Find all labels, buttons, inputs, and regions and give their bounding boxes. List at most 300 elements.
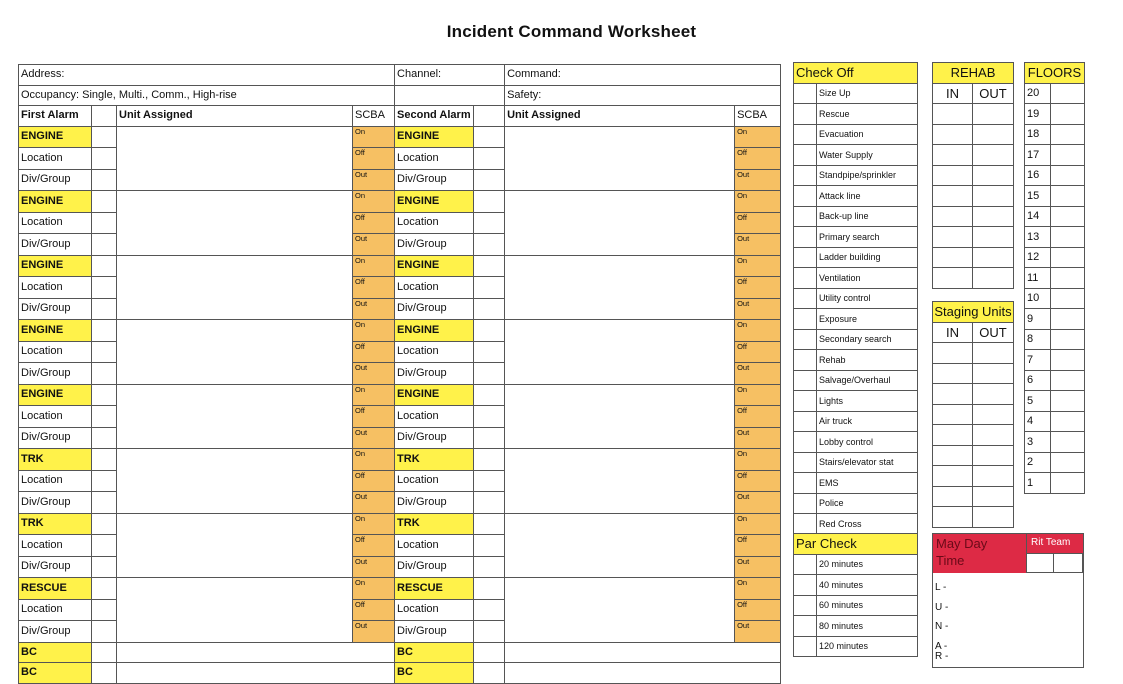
unit-number-cell[interactable] xyxy=(92,621,117,643)
unit-number-cell-2[interactable] xyxy=(474,255,505,277)
scba-on-cell-2[interactable]: On xyxy=(735,320,781,342)
unit-row xyxy=(19,191,781,213)
floor-number: 5 xyxy=(1025,391,1051,412)
bc-label-2: BC xyxy=(395,663,474,684)
check-off-item: Salvage/Overhaul xyxy=(817,370,918,391)
bc-number-cell-2[interactable] xyxy=(474,663,505,684)
floor-cell[interactable] xyxy=(1051,247,1085,268)
unit-assigned-cell[interactable] xyxy=(117,578,353,643)
check-box[interactable] xyxy=(794,247,817,268)
scba-on-cell-2[interactable]: On xyxy=(735,513,781,535)
unit-number-cell-2[interactable] xyxy=(474,427,505,449)
scba-on-cell-2[interactable]: On xyxy=(735,126,781,148)
par-check-title: Par Check xyxy=(794,534,918,555)
command-field[interactable]: Command: xyxy=(505,65,781,86)
floor-number: 18 xyxy=(1025,124,1051,145)
scba-off-cell[interactable]: Off xyxy=(353,148,395,170)
location-label: Location xyxy=(19,212,92,234)
scba-off-cell[interactable]: Off xyxy=(353,341,395,363)
check-off-item: Lights xyxy=(817,391,918,412)
check-box[interactable] xyxy=(794,124,817,145)
scba-on-cell[interactable]: On xyxy=(353,255,395,277)
unit-number-cell[interactable] xyxy=(92,513,117,535)
scba-out-cell[interactable]: Out xyxy=(353,298,395,320)
par-check-box[interactable] xyxy=(794,616,817,637)
scba-out-cell-2[interactable]: Out xyxy=(735,621,781,643)
unit-number-cell-2[interactable] xyxy=(474,406,505,428)
unit-number-cell-2[interactable] xyxy=(474,341,505,363)
unit-number-cell[interactable] xyxy=(92,556,117,578)
check-box[interactable] xyxy=(794,350,817,371)
floor-number: 16 xyxy=(1025,165,1051,186)
check-off-item: Standpipe/sprinkler xyxy=(817,165,918,186)
bc-assigned-cell-2[interactable] xyxy=(505,663,781,684)
scba-out-cell[interactable]: Out xyxy=(353,556,395,578)
unit-number-cell[interactable] xyxy=(92,234,117,256)
check-box[interactable] xyxy=(794,309,817,330)
scba-header: SCBA xyxy=(353,106,395,127)
staging-out-cell[interactable] xyxy=(973,363,1014,384)
scba-out-cell-2[interactable]: Out xyxy=(735,234,781,256)
scba-off-cell-2[interactable]: Off xyxy=(735,212,781,234)
check-box[interactable] xyxy=(794,432,817,453)
unit-type-label: ENGINE xyxy=(19,320,92,342)
scba-out-cell[interactable]: Out xyxy=(353,234,395,256)
unit-number-cell[interactable] xyxy=(92,212,117,234)
scba-out-cell[interactable]: Out xyxy=(353,492,395,514)
unit-assigned-cell-2[interactable] xyxy=(505,513,735,578)
floor-number: 13 xyxy=(1025,227,1051,248)
unit-number-cell[interactable] xyxy=(92,599,117,621)
staging-out-cell[interactable] xyxy=(973,507,1014,528)
staging-in-cell[interactable] xyxy=(933,384,973,405)
rit-cell-1[interactable] xyxy=(1026,553,1054,573)
floor-cell[interactable] xyxy=(1051,186,1085,207)
unit-row xyxy=(19,126,781,148)
floor-cell[interactable] xyxy=(1051,83,1085,104)
location-label-2: Location xyxy=(395,535,474,557)
par-check-item: 60 minutes xyxy=(817,595,918,616)
rehab-out-cell[interactable] xyxy=(973,145,1014,166)
rehab-in-cell[interactable] xyxy=(933,145,973,166)
check-box[interactable] xyxy=(794,493,817,514)
scba-on-cell[interactable]: On xyxy=(353,126,395,148)
address-field[interactable]: Address: xyxy=(19,65,395,86)
unit-assigned-cell[interactable] xyxy=(117,320,353,385)
unit-assigned-cell-2[interactable] xyxy=(505,320,735,385)
scba-out-cell-2[interactable]: Out xyxy=(735,492,781,514)
unit-number-cell[interactable] xyxy=(92,148,117,170)
unit-type-label-2: ENGINE xyxy=(395,255,474,277)
bc-number-cell[interactable] xyxy=(92,642,117,663)
scba-off-cell-2[interactable]: Off xyxy=(735,148,781,170)
channel-field[interactable]: Channel: xyxy=(395,65,505,86)
unit-number-cell[interactable] xyxy=(92,535,117,557)
unit-type-label-2: RESCUE xyxy=(395,578,474,600)
unit-type-label: TRK xyxy=(19,449,92,471)
rehab-in-cell[interactable] xyxy=(933,227,973,248)
luna-line: U - xyxy=(935,601,949,613)
scba-off-cell-2[interactable]: Off xyxy=(735,470,781,492)
check-off-item: Rescue xyxy=(817,104,918,125)
scba-header-2: SCBA xyxy=(735,106,781,127)
rehab-out-cell[interactable] xyxy=(973,124,1014,145)
par-check-item: 80 minutes xyxy=(817,616,918,637)
check-box[interactable] xyxy=(794,329,817,350)
scba-off-cell-2[interactable]: Off xyxy=(735,599,781,621)
unit-type-label: ENGINE xyxy=(19,384,92,406)
unit-number-cell[interactable] xyxy=(92,406,117,428)
check-off-item: Evacuation xyxy=(817,124,918,145)
div-group-label-2: Div/Group xyxy=(395,492,474,514)
bc-label: BC xyxy=(19,663,92,684)
scba-on-cell-2[interactable]: On xyxy=(735,449,781,471)
luna-line: L - xyxy=(935,582,947,593)
unit-number-cell-2[interactable] xyxy=(474,363,505,385)
unit-number-cell[interactable] xyxy=(92,298,117,320)
unit-type-label-2: ENGINE xyxy=(395,191,474,213)
scba-off-cell-2[interactable]: Off xyxy=(735,535,781,557)
mayday-title: May Day xyxy=(936,536,988,551)
luna-line: N - xyxy=(935,621,949,632)
par-check-table xyxy=(793,533,918,657)
scba-out-cell-2[interactable]: Out xyxy=(735,298,781,320)
floor-number: 3 xyxy=(1025,432,1051,453)
unit-number-cell-2[interactable] xyxy=(474,126,505,148)
floor-number: 12 xyxy=(1025,247,1051,268)
scba-off-cell-2[interactable]: Off xyxy=(735,406,781,428)
par-check-box[interactable] xyxy=(794,554,817,575)
scba-on-cell[interactable]: On xyxy=(353,513,395,535)
div-group-label-2: Div/Group xyxy=(395,621,474,643)
staging-out-cell[interactable] xyxy=(973,445,1014,466)
check-off-item: Utility control xyxy=(817,288,918,309)
scba-on-cell[interactable]: On xyxy=(353,320,395,342)
unit-number-cell-2[interactable] xyxy=(474,492,505,514)
par-check-box[interactable] xyxy=(794,575,817,596)
scba-on-cell-2[interactable]: On xyxy=(735,578,781,600)
floor-cell[interactable] xyxy=(1051,391,1085,412)
scba-off-cell[interactable]: Off xyxy=(353,535,395,557)
staging-in-cell[interactable] xyxy=(933,466,973,487)
unit-assigned-cell[interactable] xyxy=(117,449,353,514)
unit-number-cell[interactable] xyxy=(92,427,117,449)
scba-on-cell-2[interactable]: On xyxy=(735,255,781,277)
scba-out-cell-2[interactable]: Out xyxy=(735,556,781,578)
unit-number-cell-2[interactable] xyxy=(474,513,505,535)
unit-row xyxy=(19,320,781,342)
staging-out-cell[interactable] xyxy=(973,343,1014,364)
floor-number: 7 xyxy=(1025,350,1051,371)
occupancy-field[interactable]: Occupancy: Single, Multi., Comm., High-rise xyxy=(19,85,395,106)
unit-number-cell-2[interactable] xyxy=(474,621,505,643)
check-box[interactable] xyxy=(794,370,817,391)
floor-number: 4 xyxy=(1025,411,1051,432)
bc-assigned-cell[interactable] xyxy=(117,642,395,663)
staging-in-cell[interactable] xyxy=(933,445,973,466)
unit-number-cell-2[interactable] xyxy=(474,148,505,170)
div-group-label-2: Div/Group xyxy=(395,427,474,449)
rehab-in-cell[interactable] xyxy=(933,268,973,289)
unit-type-label-2: TRK xyxy=(395,513,474,535)
mayday-box xyxy=(932,533,1084,668)
unit-number-cell-2[interactable] xyxy=(474,535,505,557)
bc-number-cell-2[interactable] xyxy=(474,642,505,663)
unit-assigned-cell-2[interactable] xyxy=(505,191,735,256)
bc-assigned-cell[interactable] xyxy=(117,663,395,684)
par-check-item: 20 minutes xyxy=(817,554,918,575)
scba-on-cell[interactable]: On xyxy=(353,191,395,213)
check-box[interactable] xyxy=(794,165,817,186)
scba-out-cell-2[interactable]: Out xyxy=(735,427,781,449)
unit-row xyxy=(19,513,781,535)
div-group-label: Div/Group xyxy=(19,492,92,514)
staging-title: Staging Units xyxy=(933,302,1014,323)
rehab-out-cell[interactable] xyxy=(973,227,1014,248)
unit-number-cell[interactable] xyxy=(92,449,117,471)
staging-in-cell[interactable] xyxy=(933,425,973,446)
div-group-label: Div/Group xyxy=(19,363,92,385)
rehab-in-cell[interactable] xyxy=(933,206,973,227)
rehab-out-cell[interactable] xyxy=(973,104,1014,125)
scba-off-cell[interactable]: Off xyxy=(353,599,395,621)
div-group-label: Div/Group xyxy=(19,234,92,256)
unit-number-cell-2[interactable] xyxy=(474,298,505,320)
check-box[interactable] xyxy=(794,452,817,473)
rehab-table xyxy=(932,62,1014,289)
div-group-label: Div/Group xyxy=(19,298,92,320)
par-check-box[interactable] xyxy=(794,636,817,657)
luna-list xyxy=(935,578,948,663)
luna-line: R - xyxy=(935,651,949,662)
unit-assigned-cell-2[interactable] xyxy=(505,255,735,320)
floor-number: 6 xyxy=(1025,370,1051,391)
scba-off-cell[interactable]: Off xyxy=(353,277,395,299)
unit-assigned-cell-2[interactable] xyxy=(505,126,735,191)
floor-cell[interactable] xyxy=(1051,165,1085,186)
safety-field[interactable]: Safety: xyxy=(505,85,781,106)
floor-number: 2 xyxy=(1025,452,1051,473)
floor-cell[interactable] xyxy=(1051,124,1085,145)
check-box[interactable] xyxy=(794,514,817,535)
unit-assigned-cell-2[interactable] xyxy=(505,384,735,449)
unit-type-label-2: TRK xyxy=(395,449,474,471)
floor-cell[interactable] xyxy=(1051,145,1085,166)
floor-cell[interactable] xyxy=(1051,432,1085,453)
floor-cell[interactable] xyxy=(1051,370,1085,391)
scba-off-cell[interactable]: Off xyxy=(353,406,395,428)
check-off-item: Ventilation xyxy=(817,268,918,289)
unit-number-cell-2[interactable] xyxy=(474,320,505,342)
location-label: Location xyxy=(19,341,92,363)
unit-number-cell-2[interactable] xyxy=(474,234,505,256)
mayday-header xyxy=(933,534,1026,573)
check-off-item: Water Supply xyxy=(817,145,918,166)
rehab-in-cell[interactable] xyxy=(933,104,973,125)
floors-table xyxy=(1024,62,1085,494)
rehab-out-cell[interactable] xyxy=(973,247,1014,268)
check-box[interactable] xyxy=(794,411,817,432)
unit-number-cell[interactable] xyxy=(92,126,117,148)
floor-cell[interactable] xyxy=(1051,473,1085,494)
unit-number-cell[interactable] xyxy=(92,255,117,277)
unit-number-cell-2[interactable] xyxy=(474,384,505,406)
unit-assigned-cell-2[interactable] xyxy=(505,449,735,514)
scba-on-cell-2[interactable]: On xyxy=(735,191,781,213)
bc-label-2: BC xyxy=(395,642,474,663)
div-group-label-2: Div/Group xyxy=(395,363,474,385)
unit-assigned-cell[interactable] xyxy=(117,126,353,191)
floor-cell[interactable] xyxy=(1051,329,1085,350)
scba-out-cell[interactable]: Out xyxy=(353,169,395,191)
location-label-2: Location xyxy=(395,406,474,428)
div-group-label: Div/Group xyxy=(19,427,92,449)
staging-in-cell[interactable] xyxy=(933,404,973,425)
rehab-out-cell[interactable] xyxy=(973,206,1014,227)
check-off-item: Back-up line xyxy=(817,206,918,227)
floor-cell[interactable] xyxy=(1051,288,1085,309)
bc-number-cell[interactable] xyxy=(92,663,117,684)
floor-number: 9 xyxy=(1025,309,1051,330)
unit-number-cell-2[interactable] xyxy=(474,449,505,471)
unit-assigned-cell[interactable] xyxy=(117,255,353,320)
unit-number-cell-2[interactable] xyxy=(474,578,505,600)
scba-off-cell-2[interactable]: Off xyxy=(735,341,781,363)
bc-assigned-cell-2[interactable] xyxy=(505,642,781,663)
rehab-out-cell[interactable] xyxy=(973,165,1014,186)
floor-cell[interactable] xyxy=(1051,104,1085,125)
unit-row xyxy=(19,255,781,277)
staging-out-cell[interactable] xyxy=(973,425,1014,446)
unit-number-cell-2[interactable] xyxy=(474,556,505,578)
floor-cell[interactable] xyxy=(1051,309,1085,330)
check-box[interactable] xyxy=(794,145,817,166)
staging-out-cell[interactable] xyxy=(973,466,1014,487)
check-box[interactable] xyxy=(794,288,817,309)
unit-row xyxy=(19,578,781,600)
unit-assigned-header-2: Unit Assigned xyxy=(505,106,735,127)
par-check-item: 40 minutes xyxy=(817,575,918,596)
floor-number: 19 xyxy=(1025,104,1051,125)
rehab-out-cell[interactable] xyxy=(973,268,1014,289)
location-label: Location xyxy=(19,470,92,492)
check-box[interactable] xyxy=(794,104,817,125)
scba-on-cell[interactable]: On xyxy=(353,578,395,600)
check-box[interactable] xyxy=(794,83,817,104)
check-box[interactable] xyxy=(794,473,817,494)
floor-cell[interactable] xyxy=(1051,206,1085,227)
check-box[interactable] xyxy=(794,186,817,207)
scba-off-cell[interactable]: Off xyxy=(353,470,395,492)
staging-in-cell[interactable] xyxy=(933,363,973,384)
unit-number-cell-2[interactable] xyxy=(474,599,505,621)
unit-number-cell[interactable] xyxy=(92,341,117,363)
page-title: Incident Command Worksheet xyxy=(446,22,697,41)
scba-on-cell[interactable]: On xyxy=(353,384,395,406)
check-box[interactable] xyxy=(794,268,817,289)
floor-number: 11 xyxy=(1025,268,1051,289)
scba-out-cell-2[interactable]: Out xyxy=(735,169,781,191)
unit-number-cell[interactable] xyxy=(92,277,117,299)
scba-out-cell[interactable]: Out xyxy=(353,427,395,449)
unit-number-cell[interactable] xyxy=(92,363,117,385)
unit-type-label: ENGINE xyxy=(19,126,92,148)
unit-number-cell-2[interactable] xyxy=(474,191,505,213)
check-off-item: Secondary search xyxy=(817,329,918,350)
unit-number-cell[interactable] xyxy=(92,578,117,600)
unit-number-cell-2[interactable] xyxy=(474,470,505,492)
unit-number-cell[interactable] xyxy=(92,384,117,406)
rehab-in-cell[interactable] xyxy=(933,165,973,186)
unit-assigned-cell[interactable] xyxy=(117,191,353,256)
unit-number-cell-2[interactable] xyxy=(474,212,505,234)
unit-type-label: TRK xyxy=(19,513,92,535)
scba-on-cell-2[interactable]: On xyxy=(735,384,781,406)
staging-in-cell[interactable] xyxy=(933,486,973,507)
floor-cell[interactable] xyxy=(1051,268,1085,289)
check-off-item: Air truck xyxy=(817,411,918,432)
check-box[interactable] xyxy=(794,391,817,412)
unit-assigned-cell-2[interactable] xyxy=(505,578,735,643)
check-off-table xyxy=(793,62,918,535)
check-box[interactable] xyxy=(794,206,817,227)
staging-in-cell[interactable] xyxy=(933,507,973,528)
rit-team-label: Rit Team xyxy=(1031,537,1071,548)
rit-team-header xyxy=(1026,534,1083,553)
floor-number: 14 xyxy=(1025,206,1051,227)
scba-out-cell[interactable]: Out xyxy=(353,363,395,385)
floor-cell[interactable] xyxy=(1051,227,1085,248)
scba-off-cell[interactable]: Off xyxy=(353,212,395,234)
unit-number-cell-2[interactable] xyxy=(474,277,505,299)
location-label: Location xyxy=(19,406,92,428)
unit-assigned-cell[interactable] xyxy=(117,513,353,578)
location-label: Location xyxy=(19,148,92,170)
rehab-in-cell[interactable] xyxy=(933,247,973,268)
unit-number-cell-2[interactable] xyxy=(474,169,505,191)
location-label: Location xyxy=(19,277,92,299)
unit-number-cell[interactable] xyxy=(92,320,117,342)
rehab-in-cell[interactable] xyxy=(933,186,973,207)
staging-out-header: OUT xyxy=(973,322,1014,343)
staging-out-cell[interactable] xyxy=(973,404,1014,425)
main-worksheet xyxy=(18,64,781,684)
unit-number-cell[interactable] xyxy=(92,169,117,191)
floor-cell[interactable] xyxy=(1051,350,1085,371)
staging-in-cell[interactable] xyxy=(933,343,973,364)
unit-number-cell[interactable] xyxy=(92,492,117,514)
unit-assigned-cell[interactable] xyxy=(117,384,353,449)
staging-out-cell[interactable] xyxy=(973,384,1014,405)
rehab-in-cell[interactable] xyxy=(933,124,973,145)
scba-out-cell-2[interactable]: Out xyxy=(735,363,781,385)
scba-out-cell[interactable]: Out xyxy=(353,621,395,643)
staging-out-cell[interactable] xyxy=(973,486,1014,507)
unit-number-cell[interactable] xyxy=(92,191,117,213)
rit-cell-2[interactable] xyxy=(1053,553,1083,573)
location-label-2: Location xyxy=(395,148,474,170)
floor-cell[interactable] xyxy=(1051,452,1085,473)
check-box[interactable] xyxy=(794,227,817,248)
par-check-box[interactable] xyxy=(794,595,817,616)
rehab-out-cell[interactable] xyxy=(973,186,1014,207)
location-label: Location xyxy=(19,599,92,621)
scba-off-cell-2[interactable]: Off xyxy=(735,277,781,299)
unit-number-cell[interactable] xyxy=(92,470,117,492)
floor-cell[interactable] xyxy=(1051,411,1085,432)
scba-on-cell[interactable]: On xyxy=(353,449,395,471)
check-off-item: Rehab xyxy=(817,350,918,371)
